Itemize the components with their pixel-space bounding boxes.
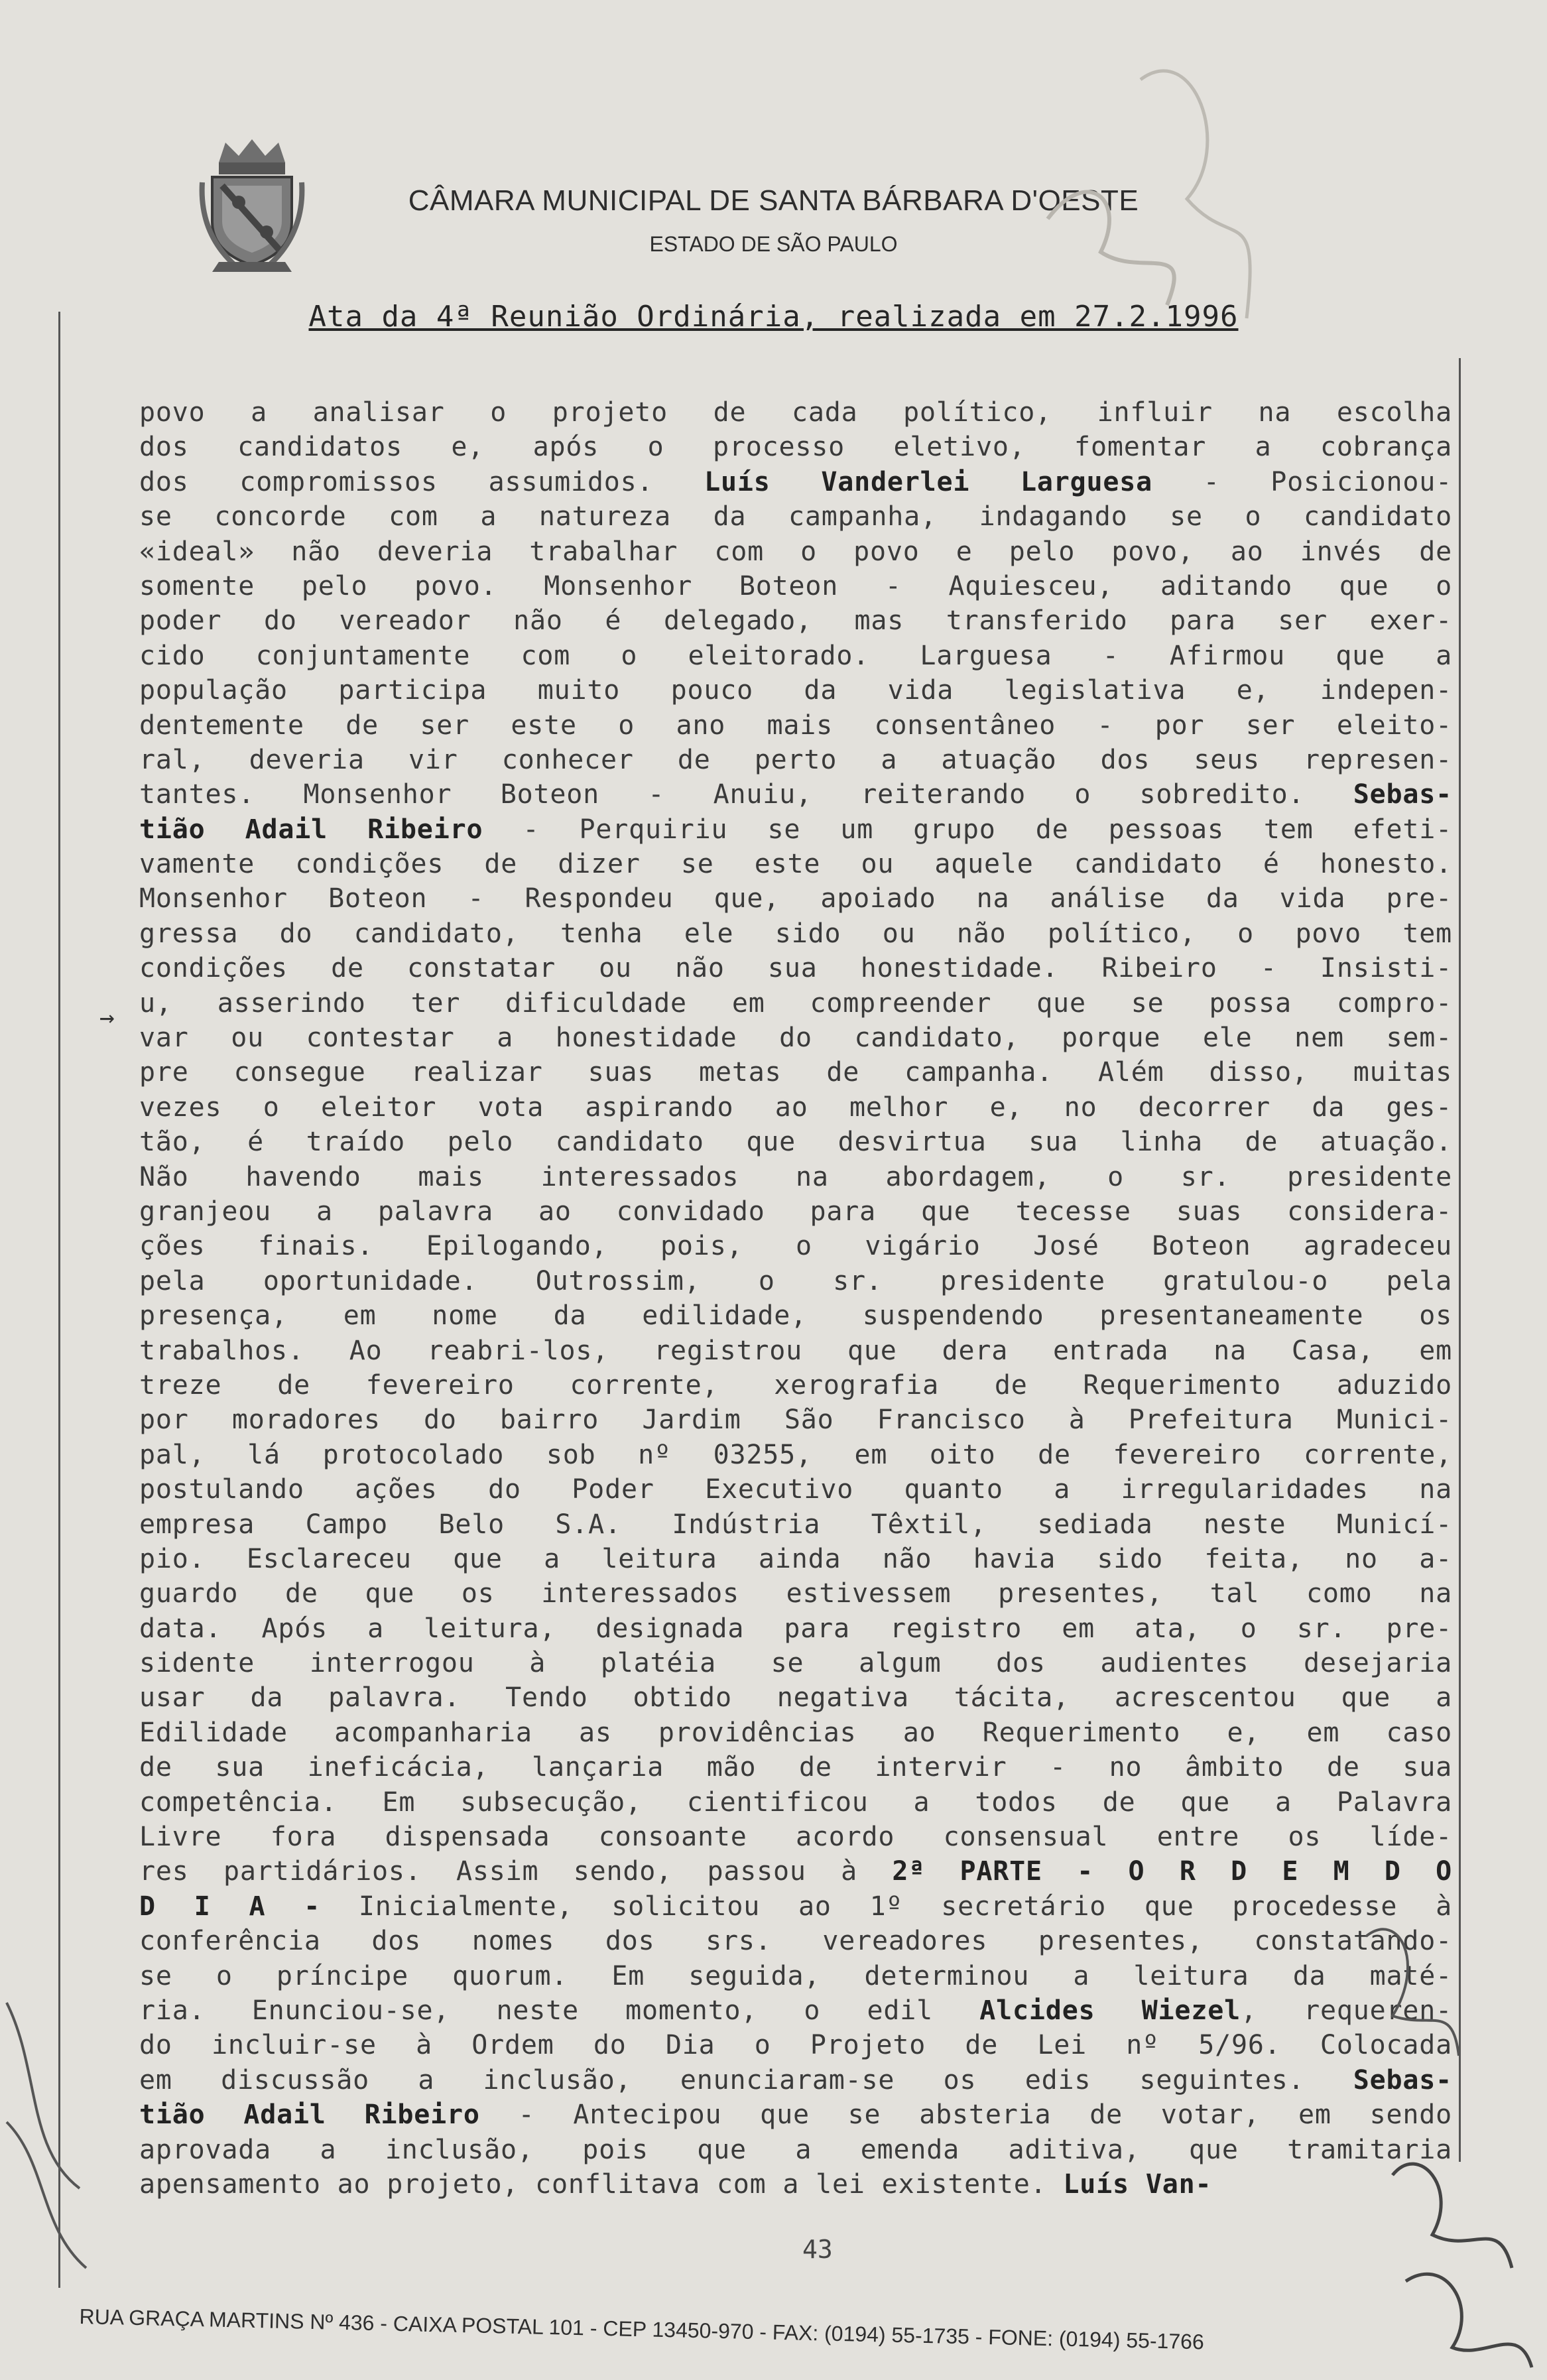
text-line: [139, 1924, 1452, 1958]
text-line: [139, 847, 1452, 881]
speaker-name: 2ª PARTE - O R D E M D O: [892, 1856, 1452, 1887]
text-segment: granjeou a palavra ao convidado para que tecesse suas considera-: [139, 1196, 1452, 1227]
text-line: [139, 1785, 1452, 1820]
text-segment: usar da palavra. Tendo obtido negativa tácita, acrescentou que a: [139, 1682, 1452, 1714]
text-segment: de sua ineficácia, lançaria mão de intervir - no âmbito de sua: [139, 1752, 1452, 1783]
text-segment: ria. Enunciou-se, neste momento, o edil: [139, 1995, 980, 2026]
text-line: [139, 1229, 1452, 1263]
speaker-name: Sebas-: [1353, 779, 1452, 810]
text-line: [139, 1542, 1452, 1576]
institution-name: CÂMARA MUNICIPAL DE SANTA BÁRBARA D'OESTE: [408, 184, 1139, 217]
text-segment: ral, deveria vir conhecer de perto a atuação dos seus represen-: [139, 744, 1452, 775]
text-segment: empresa Campo Belo S.A. Indústria Têxtil, sediada neste Municí-: [139, 1509, 1452, 1540]
speaker-name: tião Adail Ribeiro: [139, 814, 483, 845]
text-segment: por moradores do bairro Jardim São Francisco à Prefeitura Munici-: [139, 1405, 1452, 1436]
text-segment: tantes. Monsenhor Boteon - Anuiu, reiterando o sobredito.: [139, 779, 1353, 810]
text-segment: Edilidade acompanharia as providências ao Requerimento e, em caso: [139, 1717, 1452, 1748]
text-line: [139, 1021, 1452, 1055]
text-segment: do incluir-se à Ordem do Dia o Projeto de Lei nº 5/96. Colocada: [139, 2030, 1452, 2061]
text-segment: apensamento ao projeto, conflitava com a lei existente.: [139, 2168, 1064, 2200]
text-segment: postulando ações do Poder Executivo quanto a irregularidades na: [139, 1474, 1452, 1505]
text-segment: Inicialmente, solicitou ao 1º secretário que procedesse à: [320, 1891, 1452, 1922]
text-line: [139, 569, 1452, 603]
text-line: [139, 499, 1452, 534]
text-line: [139, 603, 1452, 638]
text-line: [139, 465, 1452, 499]
text-segment: poder do vereador não é delegado, mas transferido para ser exer-: [139, 605, 1452, 637]
text-segment: - Posicionou-: [1152, 466, 1452, 497]
text-segment: aprovada a inclusão, pois que a emenda aditiva, que tramitaria: [139, 2134, 1452, 2165]
text-line: [139, 1125, 1452, 1159]
text-line: [139, 708, 1452, 743]
text-line: [139, 1993, 1452, 2028]
text-line: [139, 1264, 1452, 1298]
text-segment: var ou contestar a honestidade do candidato, porque ele nem sem-: [139, 1023, 1452, 1054]
text-line: [139, 1889, 1452, 1924]
text-segment: dos compromissos assumidos.: [139, 466, 705, 497]
text-segment: - Perquiriu se um grupo de pessoas tem efeti-: [483, 814, 1452, 845]
text-line: [139, 1646, 1452, 1680]
text-segment: em discussão a inclusão, enunciaram-se os edis seguintes.: [139, 2064, 1353, 2096]
text-segment: Não havendo mais interessados na abordagem, o sr. presidente: [139, 1161, 1452, 1192]
text-line: [139, 1611, 1452, 1646]
text-line: [139, 1820, 1452, 1854]
text-segment: dos candidatos e, após o processo eletivo, fomentar a cobrança: [139, 432, 1452, 463]
text-line: [139, 1680, 1452, 1715]
text-segment: condições de constatar ou não sua honestidade. Ribeiro - Insisti-: [139, 953, 1452, 984]
text-line: [139, 1403, 1452, 1437]
text-segment: presença, em nome da edilidade, suspendendo presentaneamente os: [139, 1300, 1452, 1332]
speaker-name: tião Adail Ribeiro: [139, 2099, 480, 2131]
text-line: [139, 1090, 1452, 1125]
text-line: [139, 1334, 1452, 1368]
text-segment: pal, lá protocolado sob nº 03255, em oito de fevereiro corrente,: [139, 1439, 1452, 1470]
text-line: [139, 743, 1452, 777]
speaker-name: D I A -: [139, 1891, 321, 1922]
text-segment: dentemente de ser este o ano mais consentâneo - por ser eleito-: [139, 710, 1452, 741]
left-margin-rule: [58, 312, 60, 2288]
text-segment: - Antecipou que se absteria de votar, em sendo: [479, 2099, 1452, 2131]
text-line: [139, 1160, 1452, 1194]
text-segment: pre consegue realizar suas metas de campanha. Além disso, muitas: [139, 1057, 1452, 1088]
minutes-body: [139, 395, 1452, 2202]
speaker-name: Alcides Wiezel: [979, 1995, 1241, 2026]
right-margin-rule: [1459, 358, 1461, 2162]
text-segment: trabalhos. Ao reabri-los, registrou que dera entrada na Casa, em: [139, 1335, 1452, 1366]
text-line: [139, 1576, 1452, 1611]
text-line: [139, 1507, 1452, 1542]
text-line: [139, 395, 1452, 430]
text-line: [139, 812, 1452, 847]
text-segment: Monsenhor Boteon - Respondeu que, apoiado na análise da vida pre-: [139, 883, 1452, 914]
text-segment: sidente interrogou à platéia se algum dos audientes desejaria: [139, 1648, 1452, 1679]
text-line: [139, 1750, 1452, 1785]
text-line: [139, 916, 1452, 951]
text-line: [139, 2063, 1452, 2098]
text-line: [139, 1298, 1452, 1333]
text-line: [139, 881, 1452, 916]
text-line: [139, 673, 1452, 708]
text-segment: res partidários. Assim sendo, passou à: [139, 1856, 893, 1887]
text-line: [139, 639, 1452, 673]
text-line: [139, 1716, 1452, 1750]
text-line: [139, 430, 1452, 464]
text-segment: cido conjuntamente com o eleitorado. Larguesa - Afirmou que a: [139, 640, 1452, 671]
speaker-name: Sebas-: [1353, 2064, 1452, 2096]
speaker-name: Luís Vanderlei Larguesa: [704, 466, 1153, 497]
text-segment: pela oportunidade. Outrossim, o sr. presidente gratulou-o pela: [139, 1265, 1452, 1296]
text-segment: conferência dos nomes dos srs. vereadores presentes, constatando-: [139, 1926, 1452, 1957]
minutes-title: Ata da 4ª Reunião Ordinária, realizada em 27.2.1996: [308, 300, 1239, 334]
text-segment: vezes o eleitor vota aspirando ao melhor e, no decorrer da ges-: [139, 1092, 1452, 1123]
text-segment: , requeren-: [1240, 1995, 1453, 2026]
text-line: [139, 1194, 1452, 1229]
text-line: [139, 1959, 1452, 1993]
text-line: [139, 1438, 1452, 1472]
text-line: [139, 2028, 1452, 2062]
text-segment: Livre fora dispensada consoante acordo consensual entre os líde-: [139, 1822, 1452, 1853]
text-segment: vamente condições de dizer se este ou aquele candidato é honesto.: [139, 849, 1452, 880]
text-segment: treze de fevereiro corrente, xerografia de Requerimento aduzido: [139, 1369, 1452, 1401]
text-segment: gressa do candidato, tenha ele sido ou não político, o povo tem: [139, 918, 1452, 949]
text-line: [139, 1055, 1452, 1090]
text-line: [139, 1854, 1452, 1889]
text-line: [139, 777, 1452, 812]
text-segment: data. Após a leitura, designada para registro em ata, o sr. pre-: [139, 1613, 1452, 1644]
text-segment: guardo de que os interessados estivessem presentes, tal como na: [139, 1578, 1452, 1609]
text-segment: povo a analisar o projeto de cada político, influir na escolha: [139, 397, 1452, 428]
speaker-name: Luís Van-: [1063, 2168, 1212, 2200]
state-name: ESTADO DE SÃO PAULO: [649, 232, 898, 256]
text-line: [139, 1368, 1452, 1403]
text-line: [139, 2098, 1452, 2132]
text-segment: tão, é traído pelo candidato que desvirtua sua linha de atuação.: [139, 1127, 1452, 1158]
text-segment: ções finais. Epilogando, pois, o vigário José Boteon agradeceu: [139, 1231, 1452, 1262]
text-segment: competência. Em subsecução, cientificou a todos de que a Palavra: [139, 1786, 1452, 1818]
text-segment: pio. Esclareceu que a leitura ainda não havia sido feita, no a-: [139, 1543, 1452, 1574]
page-number: 43: [802, 2235, 833, 2264]
footer-address: RUA GRAÇA MARTINS Nº 436 - CAIXA POSTAL 101 - CEP 13450-970 - FAX: (0194) 55-1735 - FONE: (0194) 55-1766: [79, 2304, 1205, 2354]
text-segment: se concorde com a natureza da campanha, indagando se o candidato: [139, 501, 1452, 532]
text-segment: «ideal» não deveria trabalhar com o povo e pelo povo, ao invés de: [139, 536, 1452, 567]
text-line: [139, 2167, 1452, 2202]
margin-arrow-mark: →: [99, 1003, 115, 1032]
text-line: [139, 986, 1452, 1021]
text-segment: u, asserindo ter dificuldade em compreender que se possa compro-: [139, 987, 1452, 1019]
text-line: [139, 951, 1452, 985]
text-line: [139, 1472, 1452, 1507]
text-segment: população participa muito pouco da vida legislativa e, indepen-: [139, 675, 1452, 706]
text-line: [139, 2133, 1452, 2167]
text-segment: se o príncipe quorum. Em seguida, determinou a leitura da maté-: [139, 1960, 1452, 1991]
text-line: [139, 534, 1452, 569]
text-segment: somente pelo povo. Monsenhor Boteon - Aquiesceu, aditando que o: [139, 570, 1452, 601]
